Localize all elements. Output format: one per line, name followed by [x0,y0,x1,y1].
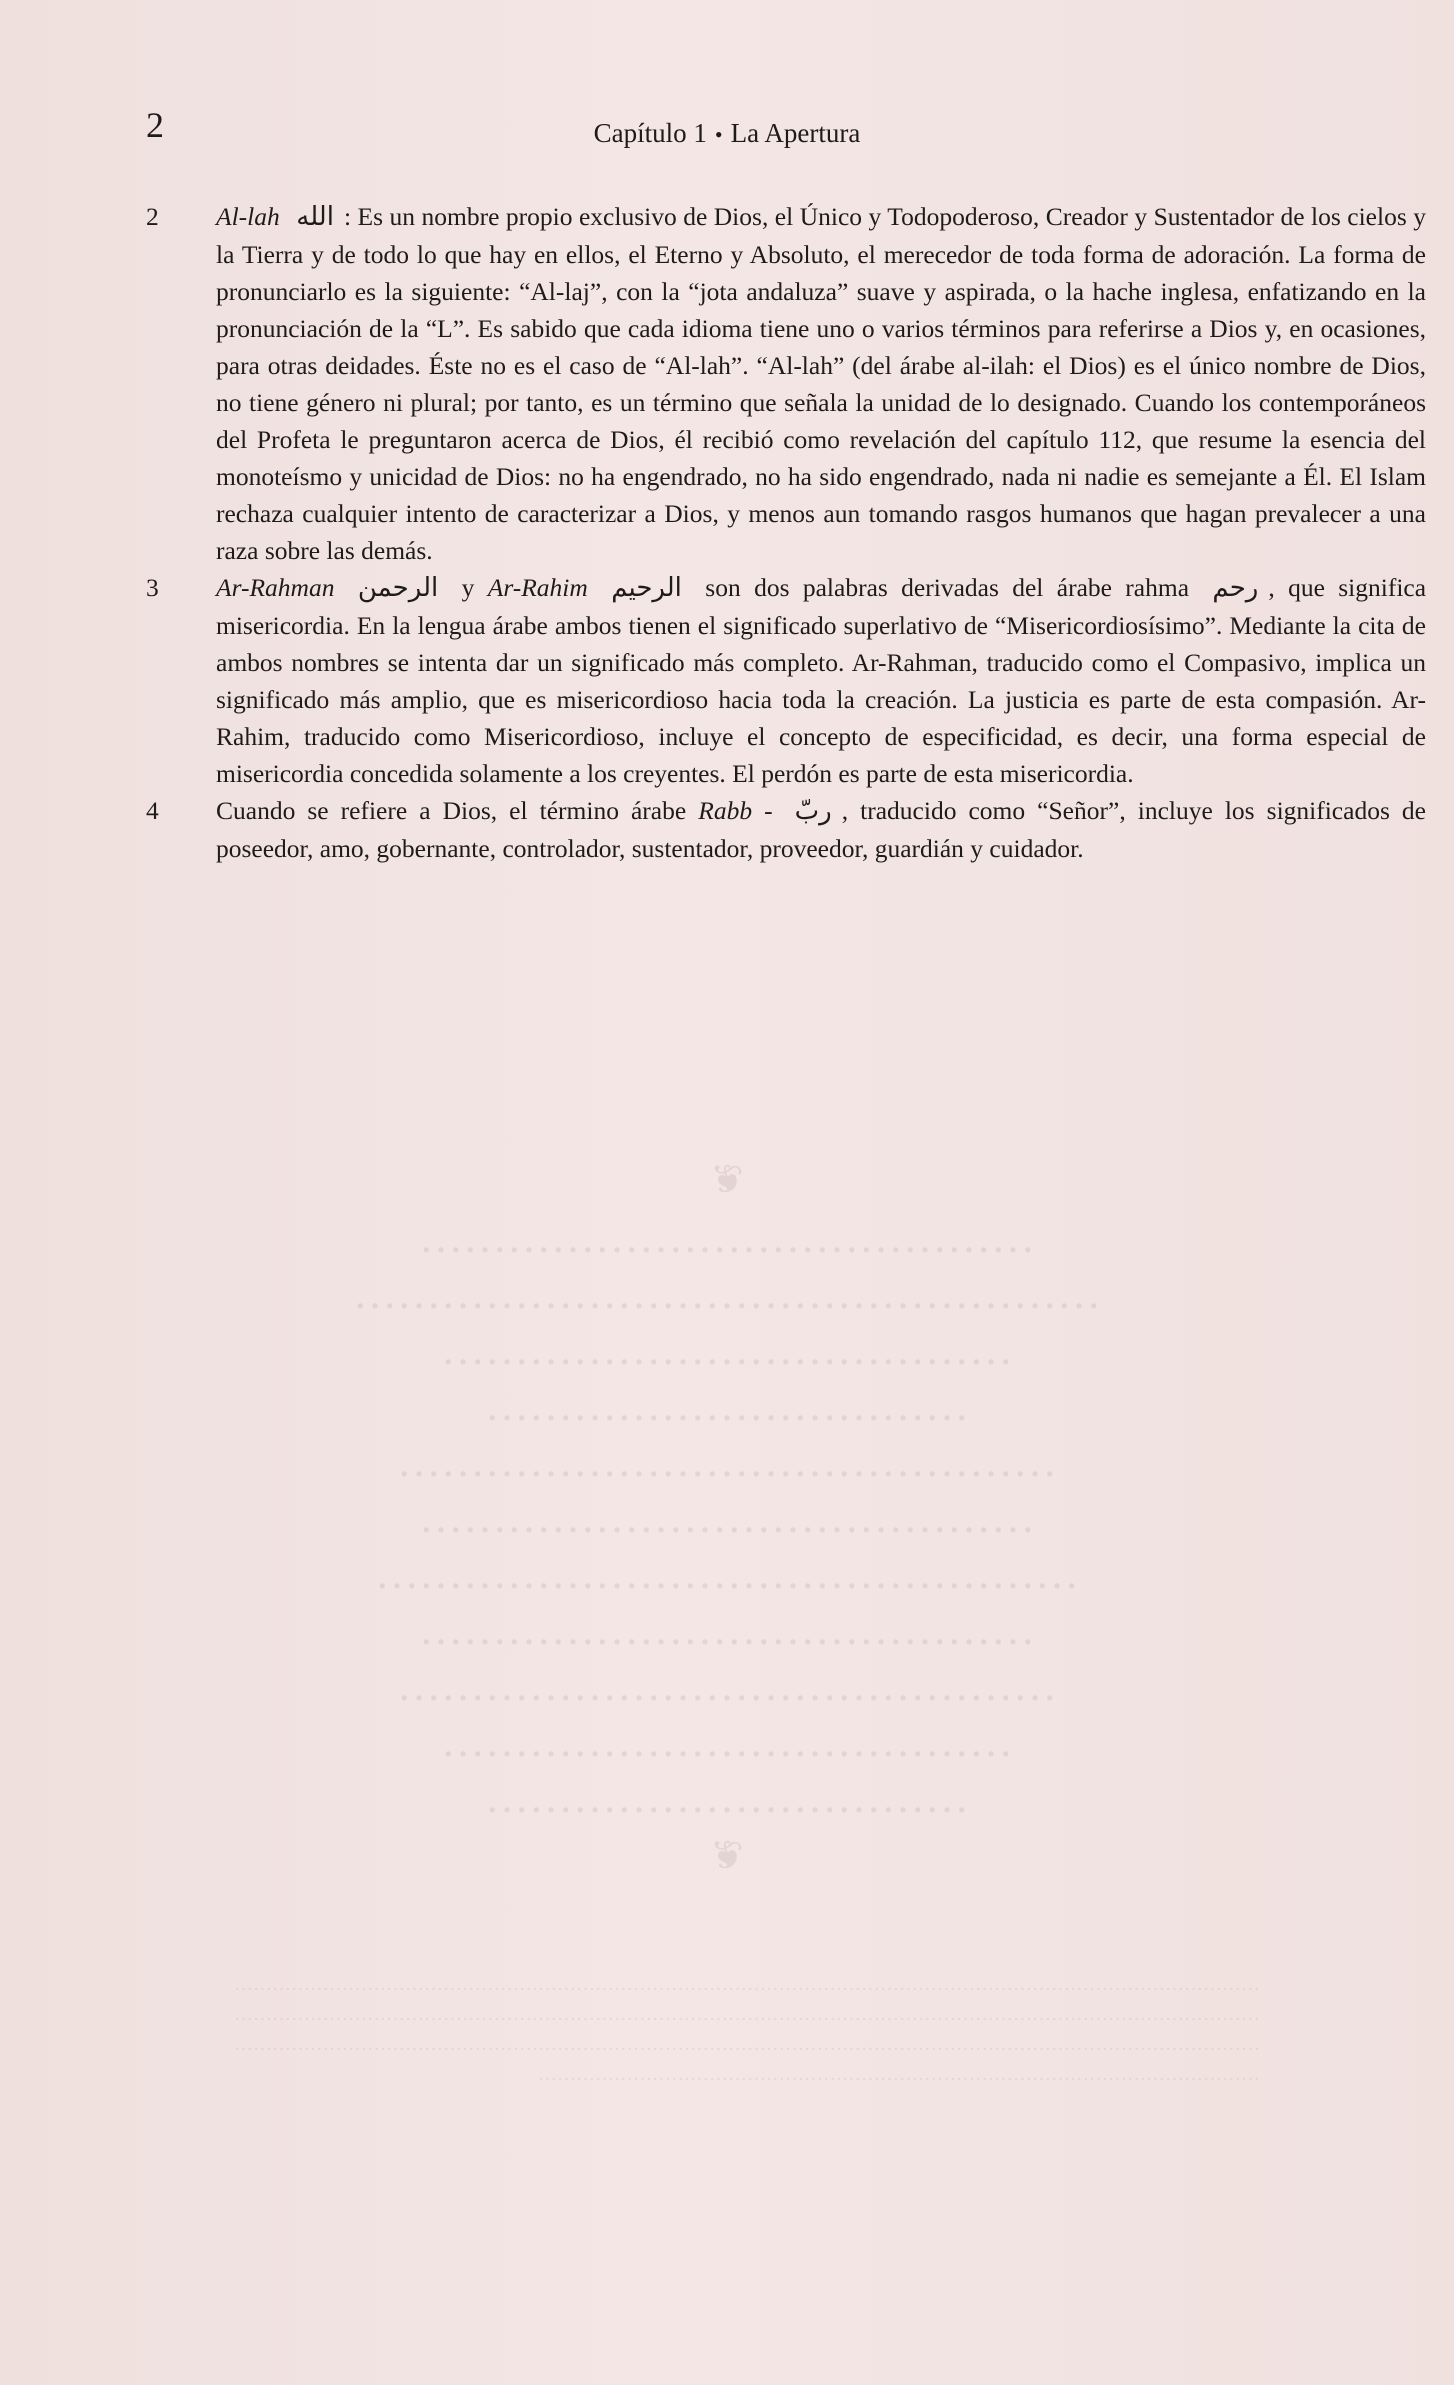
term-ar-rahim: Ar-Rahim [487,573,588,602]
arabic-rahma: رحم [1212,573,1259,603]
conjunction: y [461,573,475,602]
note-body-b: , que significa misericordia. En la lengua árabe ambos tienen el significado superlativo de “Misericordiosísimo”. Mediante la cita de ambos nombres se intenta dar un significado más completo. Ar-Rahman, traducido como el Compasivo, implica un significado más amplio, que es misericordioso hacia toda la creación. La justicia es parte de esta compasión. Ar-Rahim, traducido como Misericordioso, incluye el concepto de especificidad, es decir, una forma especial de misericordia concedida solamente a los creyentes. El perdón es parte de esta misericordia. [216,573,1427,788]
note-body-a: Cuando se refiere a Dios, el término árabe [216,796,687,825]
page-number: 2 [146,105,164,145]
note-text [216,569,1426,792]
note-text [216,198,1426,569]
arabic-allah: الله [296,202,334,232]
head-separator: • [714,122,723,147]
chapter-title: La Apertura [730,118,861,148]
note-3 [146,569,1427,792]
footnotes [146,198,1427,867]
running-head [0,118,1454,149]
note-body: : Es un nombre propio exclusivo de Dios, el Único y Todopoderoso, Creador y Sustentador de los cielos y la Tierra y de todo lo que hay en ellos, el Eterno y Absoluto, el merecedor de toda forma de adoración. La forma de pronunciarlo es la siguiente: “Al-laj”, con la “jota andaluza” suave y aspirada, o la hache inglesa, enfatizando en la pronunciación de la “L”. Es sabido que cada idioma tiene uno o varios términos para referirse a Dios y, en ocasiones, para otras deidades. Éste no es el caso de “Al-lah”. “Al-lah” (del árabe al-ilah: el Dios) es el único nombre de Dios, no tiene género ni plural; por tanto, es un término que señala la unidad de lo designado. Cuando los contemporáneos del Profeta le preguntaron acerca de Dios, él recibió como revelación del capítulo 112, que resume la esencia del monoteísmo y unicidad de Dios: no ha engendrado, no ha sido engendrado, nada ni nadie es semejante a Él. El Islam rechaza cualquier intento de caracterizar a Dios, y menos aun tomando rasgos humanos que hagan prevalecer a una raza sobre las demás. [216,202,1427,565]
note-2 [146,198,1427,569]
note-body-b: , traducido como “Señor”, incluye los significados de poseedor, amo, gobernante, controlador, sustentador, proveedor, guardián y cuidador. [216,796,1426,863]
term-al-lah: Al-lah [216,202,280,231]
note-text [216,792,1426,867]
note-number: 2 [146,202,159,231]
term-rabb: Rabb - [698,796,773,825]
chapter-label: Capítulo 1 [593,118,707,148]
show-through-footnote: ……………………………………………………………………………………………………………………………………………… ……………………………………………………………………………………………………………………………………………… ……………………………………………………………………………………………………………………………………………… …………………………………………………………………………………………………… [234,1974,1260,2085]
note-body-a: son dos palabras derivadas del árabe rahma [705,573,1190,602]
term-ar-rahman: Ar-Rahman [216,573,335,602]
arabic-ar-rahim: الرحيم [611,573,682,603]
note-number: 4 [146,796,159,825]
arabic-ar-rahman: الرحمن [357,573,439,603]
note-number: 3 [146,573,159,602]
arabic-rabb: ربّ [794,796,832,826]
show-through-text: ❦ …………………………………… …………………………………………… ………………………………… …………………………… ……………………………………… …………………………………… ………………………………………… …………………………………… ……………………………………… ………………………………… …………………………… ❦ [353,1157,1101,1878]
note-4 [146,792,1426,867]
